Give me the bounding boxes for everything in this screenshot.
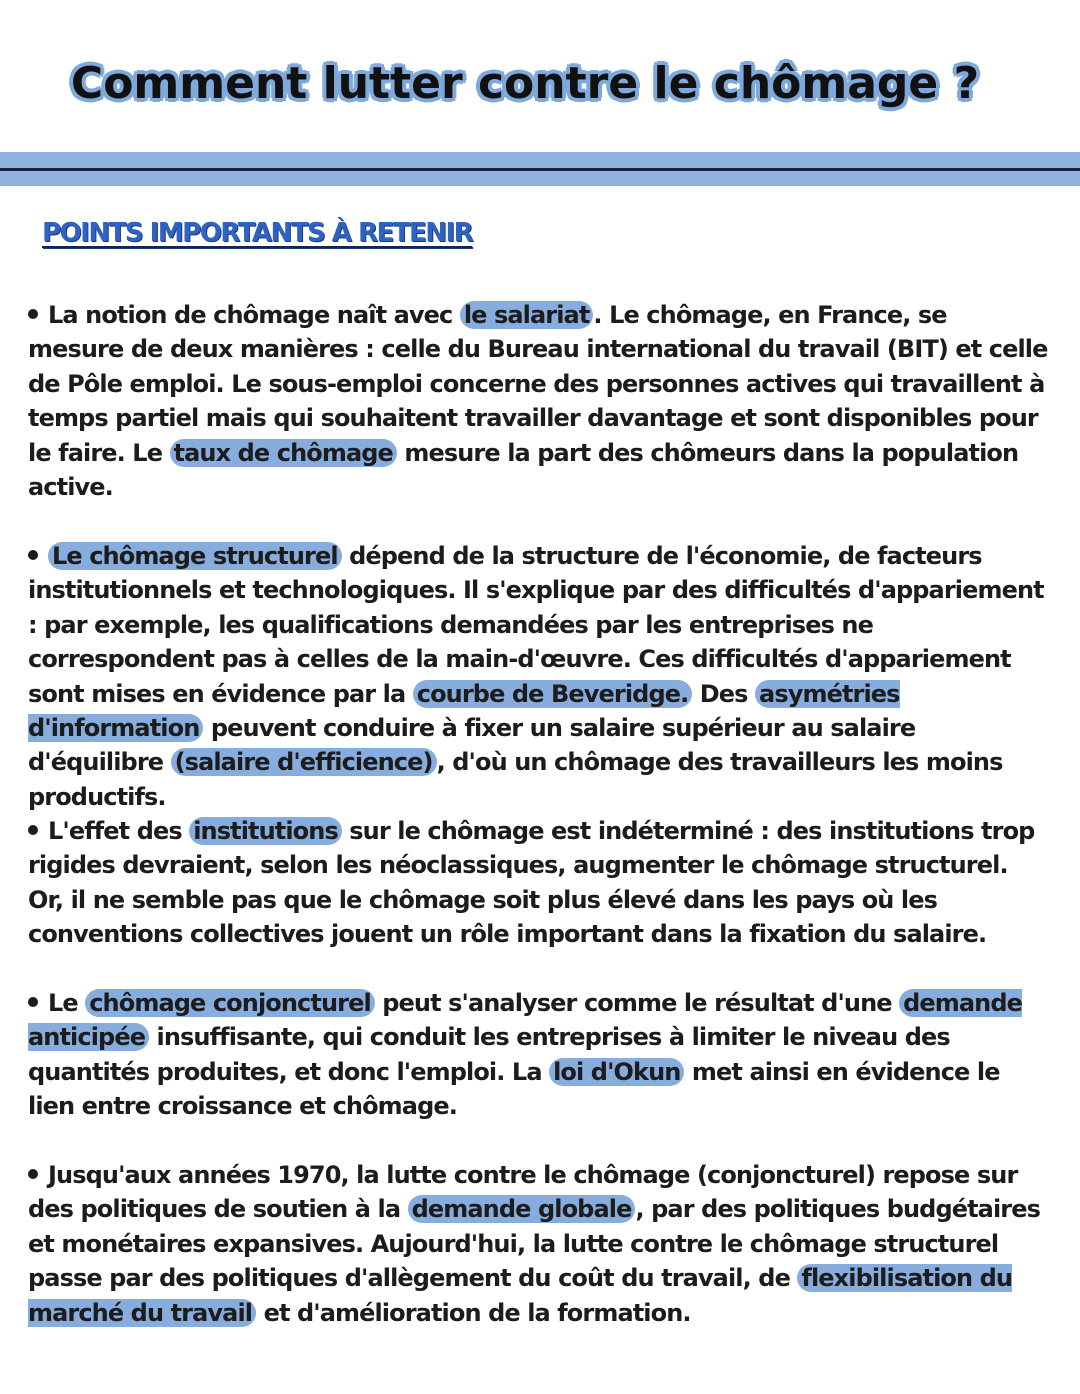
paragraph-lutte-chomage bbox=[28, 1158, 1048, 1330]
text-segment: et d'amélioration de la formation. bbox=[256, 1298, 691, 1327]
bullet-icon bbox=[28, 309, 38, 319]
text-segment: La notion de chômage naît avec bbox=[48, 301, 460, 329]
text-segment: dépend de la structure de l'économie, de facteurs institutionnels et technologiques. Il s'explique par des difficultés d'appariement : par exemple, les qualifications demandées par les entreprises ne correspondent pas à celles de la main-d'œuvre. Ces difficultés d'appariement sont mises en évidence par la bbox=[28, 542, 1044, 708]
highlight-term: taux de chômage bbox=[170, 439, 397, 467]
text-segment: insuffisante, qui conduit les entreprises à limiter le niveau des quantités produites, et donc l'emploi. La bbox=[28, 1023, 950, 1086]
bullet-icon bbox=[28, 550, 38, 560]
highlight-term: flexibilisation du marché du travail bbox=[28, 1264, 1013, 1327]
text-segment: sur le chômage est indéterminé : des institutions trop rigides devraient, selon les néoclassiques, augmenter le chômage structurel. Or, il ne semble pas que le chômage soit plus élevé dans les pays où les conventions collectives jouent un rôle important dans la fixation du salaire. bbox=[28, 817, 1035, 949]
highlight-term: courbe de Beveridge. bbox=[413, 680, 693, 708]
text-segment: Le bbox=[48, 989, 86, 1017]
highlight-term: chômage conjoncturel bbox=[85, 989, 375, 1017]
highlight-term: loi d'Okun bbox=[549, 1058, 684, 1086]
highlight-term: demande globale bbox=[408, 1195, 636, 1223]
text-segment: L'effet des bbox=[48, 817, 190, 845]
highlight-term: (salaire d'efficience) bbox=[171, 748, 437, 776]
highlight-term: le salariat bbox=[460, 301, 594, 329]
title-divider-line bbox=[0, 168, 1080, 171]
text-segment: mesure la part des chômeurs dans la population active. bbox=[28, 438, 1019, 502]
highlight-term: asymétries d'information bbox=[28, 679, 900, 743]
section-heading: POINTS IMPORTANTS À RETENIR bbox=[42, 218, 473, 248]
highlight-term: demande anticipée bbox=[28, 989, 1023, 1052]
page-title: Comment lutter contre le chômage ? bbox=[70, 58, 980, 109]
text-segment: , d'où un chômage des travailleurs les moins productifs. bbox=[28, 748, 1003, 811]
bullet-icon bbox=[28, 825, 38, 835]
text-segment: peuvent conduire à fixer un salaire supérieur au salaire d'équilibre bbox=[28, 714, 916, 777]
paragraph-salariat bbox=[28, 298, 1048, 504]
text-segment: Jusqu'aux années 1970, la lutte contre le chômage (conjoncturel) repose sur des politiques de soutien à la bbox=[28, 1161, 1018, 1224]
text-segment: , par des politiques budgétaires et monétaires expansives. Aujourd'hui, la lutte contre le chômage structurel passe par des politiques d'allègement du coût du travail, de bbox=[28, 1195, 1041, 1293]
text-segment: peut s'analyser comme le résultat d'une bbox=[374, 989, 900, 1017]
text-segment: Des bbox=[692, 679, 756, 708]
text-segment: . Le chômage, en France, se mesure de deux manières : celle du Bureau international du travail (BIT) et celle de Pôle emploi. Le sous-emploi concerne des personnes actives qui travaillent à temps partiel mais qui souhaitent travailler davantage et sont disponibles pour le faire. Le bbox=[28, 301, 1048, 467]
paragraph-chomage-conjoncturel bbox=[28, 986, 1048, 1124]
highlight-term: Le chômage structurel bbox=[48, 542, 342, 570]
bullet-icon bbox=[28, 997, 38, 1007]
paragraph-chomage-structurel bbox=[28, 539, 1048, 814]
text-segment: met ainsi en évidence le lien entre croissance et chômage. bbox=[28, 1057, 1000, 1121]
bullet-icon bbox=[28, 1169, 38, 1179]
highlight-term: institutions bbox=[189, 817, 342, 845]
paragraph-institutions bbox=[28, 814, 1048, 952]
